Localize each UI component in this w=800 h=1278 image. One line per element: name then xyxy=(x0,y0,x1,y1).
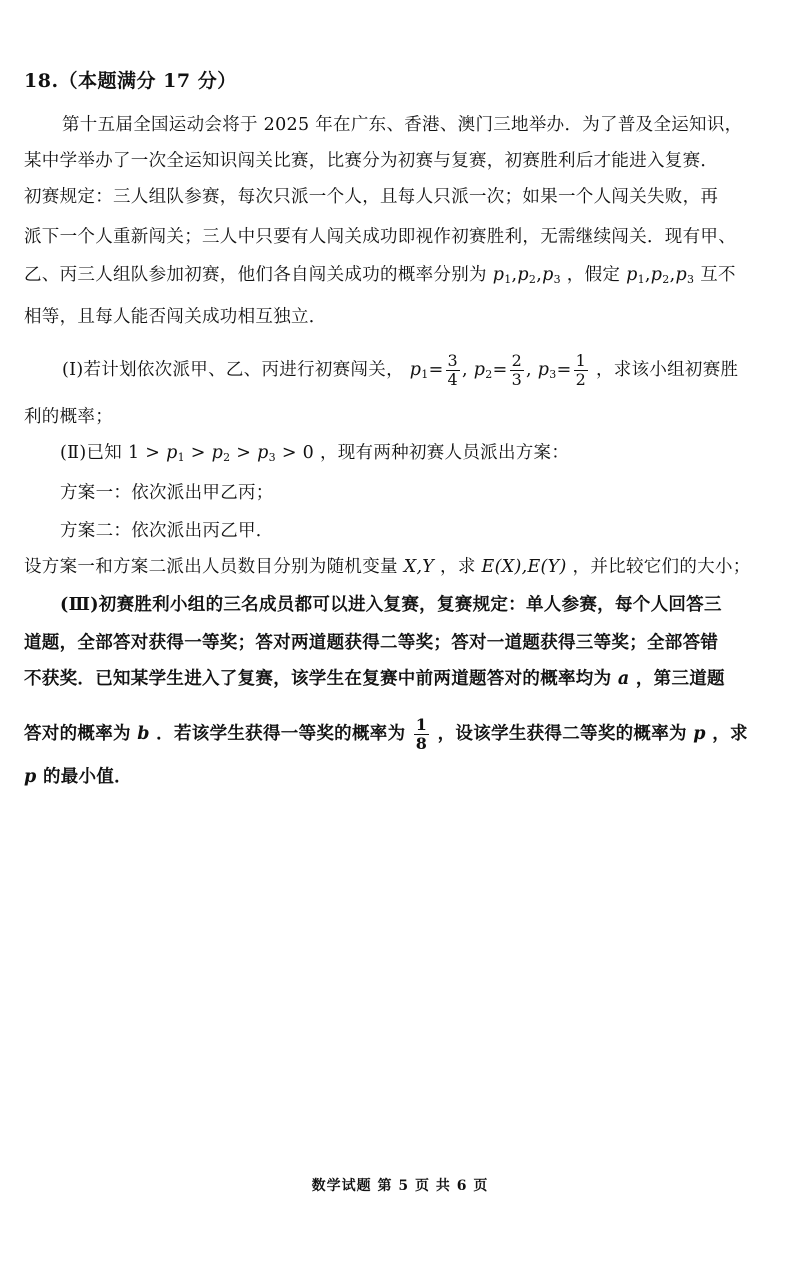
var-b: b xyxy=(137,724,150,744)
part2-q-text-b: ，求 xyxy=(440,557,476,577)
plan-two: 方案二：依次派出丙乙甲． xyxy=(60,521,274,541)
part3-l3-text-b: ，第三道题 xyxy=(635,669,725,689)
part2-line-1 xyxy=(60,440,800,471)
fraction-1-8: $\frac{1}{8}$ xyxy=(415,715,428,753)
intro-line-5-text-b: ，假定 xyxy=(566,265,621,285)
part3-line-5 xyxy=(24,764,776,790)
intro-line-2: 某中学举办了一次全运知识闯关比赛，比赛分为初赛与复赛，初赛胜利后才能进入复赛． xyxy=(24,151,719,171)
intro-line-1: 第十五届全国运动会将于 2025 年在广东、香港、澳门三地举办．为了普及全运知识， xyxy=(62,115,743,135)
page-footer: 数学试题 第 5 页 共 6 页 xyxy=(311,1178,489,1194)
part3-line-1: (Ⅲ)初赛胜利小组的三名成员都可以进入复赛，复赛规定：单人参赛，每个人回答三 xyxy=(60,595,722,615)
part3-line-3 xyxy=(24,666,776,692)
part3-line-4 xyxy=(24,716,776,753)
part2-text-b: ，现有两种初赛人员派出方案： xyxy=(319,443,570,463)
part3-l4-text-b: ．若该学生获得一等奖的概率为 xyxy=(156,724,406,744)
question-heading: 18.（本题满分 17 分） xyxy=(24,70,237,92)
random-variables: X,Y xyxy=(403,557,435,577)
part1-probabilities: $p_1=$ $\frac{3}{4}$ , $p_2=$ $\frac{2}{3}$ , $p_3=$ $\frac{1}{2}$ xyxy=(409,351,587,389)
part2-question xyxy=(24,554,776,580)
fraction-3-4: $\frac{3}{4}$ xyxy=(447,351,459,389)
var-a: a xyxy=(617,669,630,689)
intro-line-6: 相等，且每人能否闯关成功相互独立． xyxy=(24,307,327,327)
part3-l5-text: 的最小值． xyxy=(42,767,132,787)
part3-l4-text-d: ，求 xyxy=(712,724,748,744)
part2-q-text-a: 设方案一和方案二派出人员数目分别为随机变量 xyxy=(24,557,398,577)
plan-one: 方案一：依次派出甲乙丙； xyxy=(60,483,274,503)
part1-line-1 xyxy=(62,352,800,389)
probability-symbols-2: $p_1,p_2,p_3$ xyxy=(626,265,695,286)
intro-line-5-text-a: 乙、丙三人组队参加初赛，他们各自闯关成功的概率分别为 xyxy=(24,265,487,285)
probability-symbols-1: $p_1,p_2,p_3$ xyxy=(492,265,561,286)
part1-text-b: ，求该小组初赛胜 xyxy=(595,360,739,380)
var-p-final: p xyxy=(24,767,37,787)
part3-line-2: 道题，全部答对获得一等奖；答对两道题获得二等奖；答对一道题获得三等奖；全部答错 xyxy=(24,633,719,653)
fraction-2-3: $\frac{2}{3}$ xyxy=(511,351,523,389)
intro-line-3: 初赛规定：三人组队参赛，每次只派一个人，且每人只派一次；如果一个人闯关失败，再 xyxy=(24,187,719,207)
part3-l4-text-c: ，设该学生获得二等奖的概率为 xyxy=(437,724,687,744)
part1-line-2: 利的概率； xyxy=(24,407,113,427)
expectations: E(X),E(Y) xyxy=(481,557,567,577)
var-p: p xyxy=(693,724,706,744)
part1-text-a: (Ⅰ)若计划依次派甲、乙、丙进行初赛闯关， xyxy=(62,360,404,380)
part3-l3-text-a: 不获奖．已知某学生进入了复赛，该学生在复赛中前两道题答对的概率均为 xyxy=(24,669,612,689)
part2-condition: $1 > p_1 > p_2 > p_3 > 0$ xyxy=(127,443,315,464)
part2-text-a: (Ⅱ)已知 xyxy=(60,443,123,463)
intro-line-4: 派下一个人重新闯关；三人中只要有人闯关成功即视作初赛胜利，无需继续闯关．现有甲、 xyxy=(24,227,736,247)
part2-q-text-c: ，并比较它们的大小； xyxy=(572,557,751,577)
intro-line-5-text-c: 互不 xyxy=(700,265,736,285)
part3-l4-text-a: 答对的概率为 xyxy=(24,724,131,744)
fraction-1-2: $\frac{1}{2}$ xyxy=(575,351,587,389)
intro-line-5 xyxy=(24,262,776,293)
